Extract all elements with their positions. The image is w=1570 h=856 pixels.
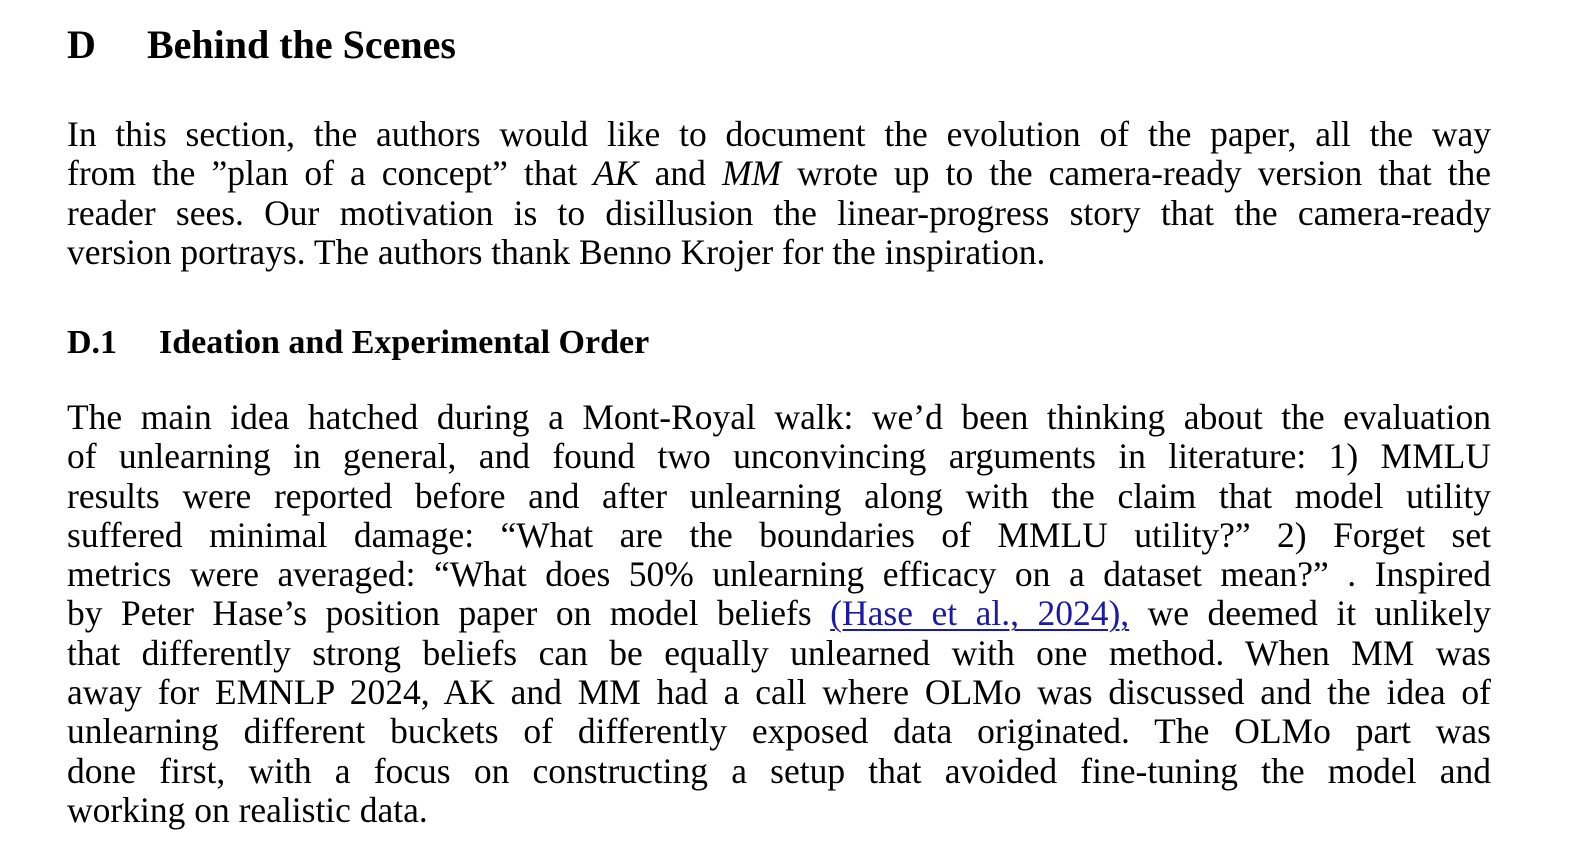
ideation-paragraph (67, 398, 1491, 830)
text-line: version portrays. The authors thank Benno Krojer for the inspiration. (67, 231, 1046, 272)
text-fragment: wrote up to the camera-ready version that the (781, 153, 1491, 194)
text-line: done first, with a focus on constructing a setup that avoided fine-tuning the model and (67, 750, 1491, 791)
text-line: that differently strong beliefs can be equally unlearned with one method. When MM was (67, 632, 1491, 673)
author-initials-ak: AK (593, 153, 639, 194)
text-line: away for EMNLP 2024, AK and MM had a call where OLMo was discussed and the idea of (67, 672, 1491, 713)
text-fragment: from the ”plan of a concept” that (67, 153, 594, 194)
subsection-number: D.1 (67, 324, 118, 361)
text-fragment: and (638, 153, 722, 194)
text-line: of unlearning in general, and found two unconvincing arguments in literature: 1) MMLU (67, 436, 1491, 477)
text-line: results were reported before and after unlearning along with the claim that model utility (67, 475, 1491, 516)
section-number: D (67, 22, 96, 67)
text-line: In this section, the authors would like to document the evolution of the paper, all the way (67, 114, 1491, 154)
text-line: The main idea hatched during a Mont-Royal walk: we’d been thinking about the evaluation (67, 397, 1491, 437)
text-line: unlearning different buckets of differently exposed data originated. The OLMo part was (67, 711, 1491, 752)
text-line: working on realistic data. (67, 789, 428, 830)
text-line: reader sees. Our motivation is to disillusion the linear-progress story that the camera-ready (67, 192, 1491, 233)
text-line (67, 594, 1491, 633)
text-line (67, 154, 1491, 193)
text-line: suffered minimal damage: “What are the boundaries of MMLU utility?” 2) Forget set (67, 514, 1491, 555)
text-fragment: by Peter Hase’s position paper on model beliefs (67, 593, 831, 634)
author-initials-mm: MM (721, 153, 782, 194)
section-heading (67, 20, 456, 70)
intro-paragraph (67, 115, 1491, 272)
section-title: Behind the Scenes (147, 22, 456, 67)
text-fragment: we deemed it unlikely (1129, 593, 1491, 634)
citation-link[interactable]: (Hase et al., 2024), (830, 593, 1130, 634)
subsection-heading (67, 322, 649, 364)
text-line: metrics were averaged: “What does 50% unlearning efficacy on a dataset mean?” . Inspired (67, 554, 1491, 595)
subsection-title: Ideation and Experimental Order (159, 324, 650, 361)
